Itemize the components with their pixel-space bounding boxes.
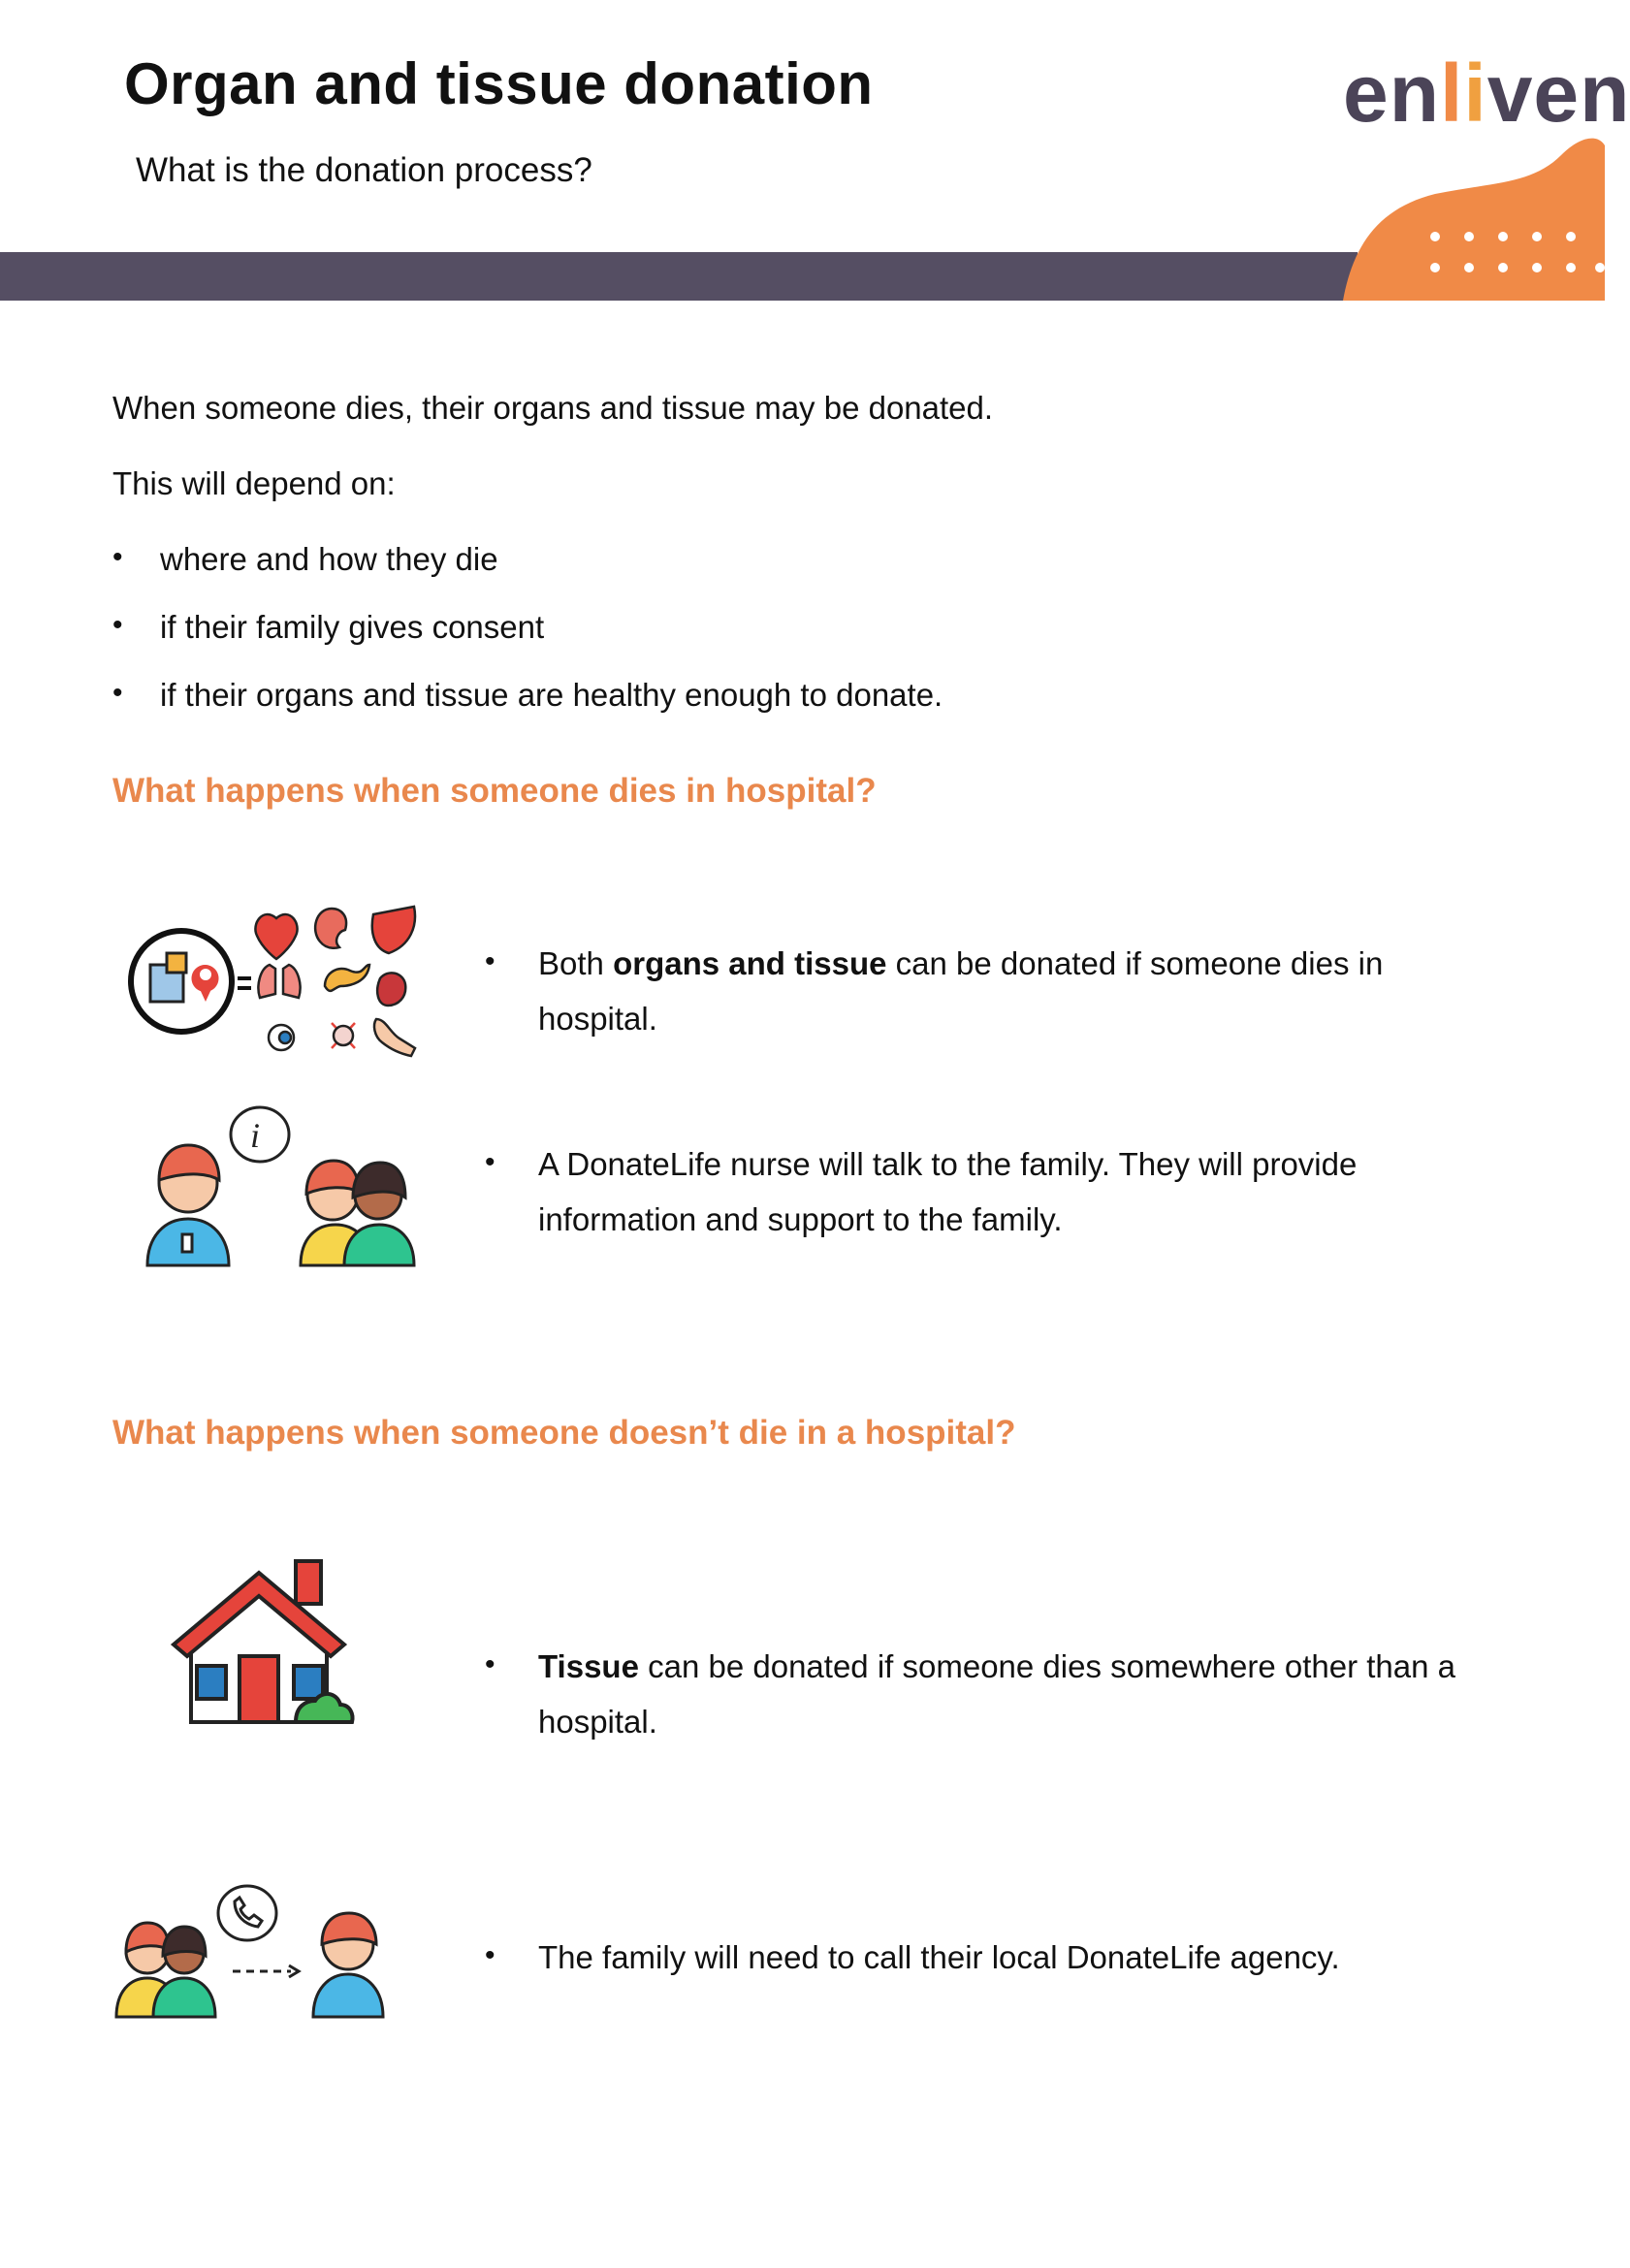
page-title: Organ and tissue donation [124,51,874,116]
bullet-icon: • [112,677,123,709]
hospital-item-organs: Both organs and tissue can be donated if someone dies in hospital. [538,945,1384,1037]
page-subtitle: What is the donation process? [136,151,592,189]
bullet-icon: • [485,1648,495,1680]
home-item-tissue: Tissue can be donated if someone dies somewhere other than a hospital. [538,1648,1456,1740]
intro-line-1: When someone dies, their organs and tissue may be donated. [112,390,994,426]
bullet-icon: • [112,609,123,641]
family-call-nurse-icon [114,1876,405,2051]
hospital-organs-icon [126,897,436,1062]
bullet-icon: • [112,541,123,573]
nurse-family-icon [145,1101,436,1275]
bullet-icon: • [485,1146,495,1178]
enliven-logo: enliven [1343,48,1630,139]
bullet-icon: • [485,945,495,977]
intro-list-item: if their organs and tissue are healthy enough to donate. [160,677,943,713]
bullet-icon: • [485,1939,495,1971]
intro-list-item: where and how they die [160,541,498,577]
intro-list-item: if their family gives consent [160,609,545,645]
section-heading-hospital: What happens when someone dies in hospital? [112,772,877,810]
hospital-item-nurse: A DonateLife nurse will talk to the family. They will provide information and support to the family. [538,1146,1358,1237]
svg-text:i: i [250,1116,261,1155]
house-icon [170,1551,364,1745]
home-item-call-agency: The family will need to call their local DonateLife agency. [538,1939,1340,1975]
intro-line-2: This will depend on: [112,465,396,501]
section-heading-not-hospital: What happens when someone doesn’t die in a hospital? [112,1414,1016,1452]
